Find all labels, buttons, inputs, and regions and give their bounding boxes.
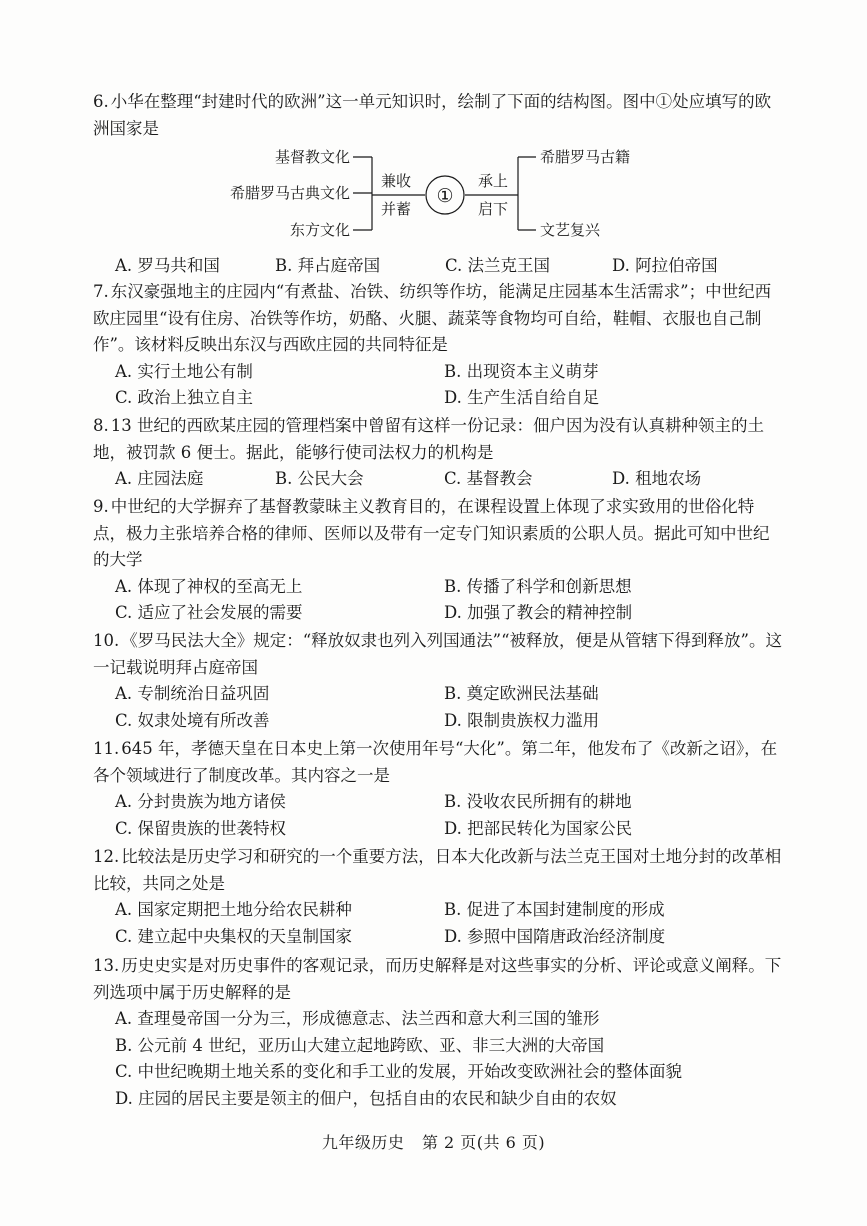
question-text: 《罗马民法大全》规定：“释放奴隶也列入列国通法”“被释放，便是从管辖下得到释放”。这一记载说明拜占庭帝国 [93, 631, 782, 677]
options-row [93, 253, 783, 280]
question-text: 645 年，孝德天皇在日本史上第一次使用年号“大化”。第二年，他发布了《改新之诏》，在各个领域进行了制度改革。其内容之一是 [93, 739, 778, 785]
diagram-left-item: 东方文化 [289, 221, 350, 239]
options-row [93, 385, 783, 412]
question-number: 9. [93, 497, 109, 516]
option-b[interactable]: B. 奠定欧洲民法基础 [444, 684, 599, 703]
question-12 [93, 844, 783, 950]
option-c[interactable]: C. 奴隶处境有所改善 [115, 710, 270, 730]
option-d[interactable]: D. 把部民转化为国家公民 [444, 818, 633, 838]
question-8 [93, 413, 783, 493]
option-a[interactable]: A. 查理曼帝国一分为三，形成德意志、法兰西和意大利三国的雏形 [115, 1009, 600, 1028]
question-9 [93, 494, 783, 627]
option-a[interactable]: A. 专制统治日益巩固 [115, 684, 270, 703]
question-number: 12. [93, 847, 120, 866]
question-stem [93, 494, 783, 574]
options-row [93, 1033, 783, 1060]
option-b[interactable]: B. 促进了本国封建制度的形成 [444, 900, 665, 919]
option-b[interactable]: B. 公元前 4 世纪，亚历山大建立起地跨欧、亚、非三大洲的大帝国 [115, 1035, 605, 1055]
structure-diagram [200, 142, 640, 248]
option-d[interactable]: D. 限制贵族权力滥用 [444, 710, 600, 730]
option-c[interactable]: C. 建立起中央集权的天皇制国家 [115, 926, 353, 946]
question-stem [93, 736, 783, 789]
footer-page-number: 第 2 页(共 6 页) [421, 1133, 546, 1152]
option-a[interactable]: A. 庄园法庭 [115, 469, 204, 488]
diagram-left-item: 希腊罗马古典文化 [229, 184, 350, 202]
options-row [93, 708, 783, 735]
question-6-options [93, 253, 783, 280]
options-row [93, 924, 783, 951]
diagram-right-item: 希腊罗马古籍 [540, 148, 631, 166]
option-b[interactable]: B. 公民大会 [275, 469, 364, 488]
question-text: 历史史实是对历史事件的客观记录，而历史解释是对这些事实的分析、评论或意义阐释。下列选项中属于历史解释的是 [93, 956, 782, 1002]
option-d[interactable]: D. 参照中国隋唐政治经济制度 [444, 926, 666, 946]
option-c[interactable]: C. 适应了社会发展的需要 [115, 603, 303, 622]
question-stem [93, 413, 783, 466]
option-b[interactable]: B. 传播了科学和创新思想 [444, 576, 632, 596]
footer-subject: 九年级历史 [321, 1133, 405, 1152]
diagram-connector-label: 承上 [477, 172, 509, 190]
question-number: 8. [93, 416, 109, 435]
question-number: 10. [93, 631, 120, 650]
question-11 [93, 736, 783, 842]
question-stem [93, 953, 783, 1006]
question-number: 7. [93, 282, 109, 301]
option-a[interactable]: A. 体现了神权的至高无上 [115, 576, 303, 596]
option-a[interactable]: A. 实行土地公有制 [115, 361, 253, 381]
options-row [93, 359, 783, 386]
question-text: 小华在整理“封建时代的欧洲”这一单元知识时，绘制了下面的结构图。图中①处应填写的欧洲国家是 [93, 92, 772, 138]
question-7 [93, 279, 783, 412]
option-c[interactable]: C. 中世纪晚期土地关系的变化和手工业的发展，开始改变欧洲社会的整体面貌 [115, 1062, 683, 1081]
diagram-left-item: 基督教文化 [274, 148, 350, 166]
question-10 [93, 628, 783, 734]
option-c[interactable]: C. 法兰克王国 [445, 256, 551, 275]
options-row [93, 681, 783, 708]
options-row [93, 789, 783, 816]
options-row [93, 600, 783, 627]
question-stem [93, 844, 783, 897]
options-row [93, 897, 783, 924]
option-c[interactable]: C. 保留贵族的世袭特权 [115, 818, 287, 838]
option-a[interactable]: A. 分封贵族为地方诸侯 [115, 792, 286, 811]
options-row [93, 466, 783, 493]
question-stem [93, 628, 783, 681]
option-c[interactable]: C. 政治上独立自主 [115, 388, 254, 407]
diagram-center-label: ① [436, 185, 454, 207]
option-d[interactable]: D. 庄园的居民主要是领主的佃户，包括自由的农民和缺少自由的农奴 [115, 1088, 617, 1108]
options-row [93, 1006, 783, 1033]
option-c[interactable]: C. 基督教会 [444, 469, 533, 488]
question-text: 13 世纪的西欧某庄园的管理档案中曾留有这样一份记录：佃户因为没有认真耕种领主的土地，被罚款 6 便士。据此，能够行使司法权力的机构是 [93, 416, 764, 462]
diagram-connector-label: 启下 [477, 200, 509, 218]
question-stem [93, 89, 783, 142]
question-number: 11. [93, 739, 120, 758]
question-6 [93, 89, 783, 142]
option-d[interactable]: D. 生产生活自给自足 [444, 388, 600, 407]
options-row [93, 816, 783, 843]
question-stem [93, 279, 783, 359]
option-d[interactable]: D. 租地农场 [612, 469, 702, 488]
diagram-right-item: 文艺复兴 [540, 221, 601, 239]
question-text: 东汉豪强地主的庄园内“有煮盐、冶铁、纺织等作坊，能满足庄园基本生活需求”；中世纪西欧庄园里“设有住房、冶铁等作坊，奶酪、火腿、蔬菜等食物均可自给，鞋帽、衣服也自己制作”。该材料反映出东汉与西欧庄园的共同特征是 [93, 282, 772, 354]
page-footer [0, 1130, 867, 1153]
question-number: 13. [93, 956, 120, 975]
options-row [93, 574, 783, 601]
diagram-connector-label: 并蓄 [380, 200, 412, 218]
question-text: 比较法是历史学习和研究的一个重要方法，日本大化改新与法兰克王国对土地分封的改革相比较，共同之处是 [93, 847, 782, 893]
option-a[interactable]: A. 国家定期把土地分给农民耕种 [115, 900, 352, 919]
option-b[interactable]: B. 拜占庭帝国 [275, 256, 381, 275]
option-a[interactable]: A. 罗马共和国 [115, 256, 220, 275]
option-b[interactable]: B. 没收农民所拥有的耕地 [444, 792, 632, 811]
question-text: 中世纪的大学摒弃了基督教蒙昧主义教育目的，在课程设置上体现了求实致用的世俗化特点，极力主张培养合格的律师、医师以及带有一定专门知识素质的公职人员。据此可知中世纪的大学 [93, 497, 770, 569]
question-number: 6. [93, 92, 109, 111]
question-13 [93, 953, 783, 1112]
option-b[interactable]: B. 出现资本主义萌芽 [444, 361, 599, 381]
option-d[interactable]: D. 阿拉伯帝国 [612, 256, 718, 275]
options-row [93, 1059, 783, 1086]
option-d[interactable]: D. 加强了教会的精神控制 [444, 603, 633, 622]
diagram-connector-label: 兼收 [380, 172, 412, 190]
options-row [93, 1086, 783, 1113]
